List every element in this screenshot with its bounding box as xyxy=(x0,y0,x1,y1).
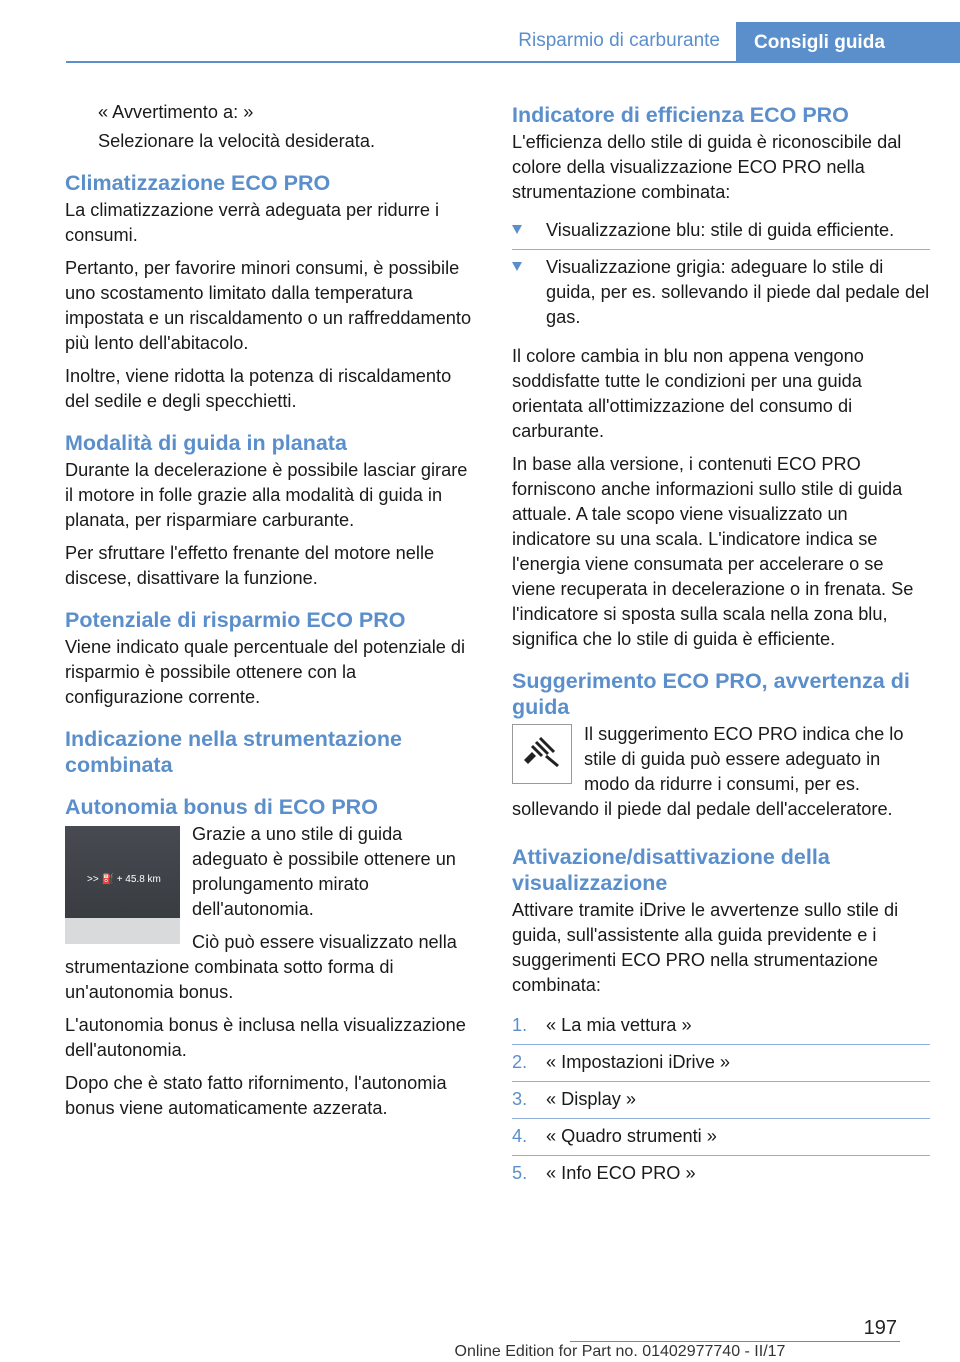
section-title: Risparmio di carburante xyxy=(518,30,720,51)
heading-autonomia: Autonomia bonus di ECO PRO xyxy=(65,795,378,819)
instruction-text: Selezionare la velocità desiderata. xyxy=(98,131,376,151)
list-item: 1. « La mia vettura » xyxy=(512,1008,930,1045)
paragraph: Per sfruttare l'effetto frenante del motore nelle discese, disattivare la funzione. xyxy=(65,543,435,588)
heading-efficienza: Indicatore di efficienza ECO PRO xyxy=(512,103,849,127)
heading-attivazione: Attivazione/disattivazione della visualizzazione xyxy=(512,845,830,895)
heading-climatizzazione: Climatizzazione ECO PRO xyxy=(65,171,331,195)
paragraph: L'efficienza dello stile di guida è riconoscibile dal colore della visualizzazione ECO PRO nella strumentazione combinata: xyxy=(512,132,902,202)
paragraph: La climatizzazione verrà adeguata per ridurre i consumi. xyxy=(65,200,440,245)
menu-path: « Avvertimento a: » xyxy=(98,102,254,122)
steps-list xyxy=(512,1008,930,1192)
heading-indicazione: Indicazione nella strumentazione combinata xyxy=(65,727,402,777)
triangle-bullet-icon xyxy=(512,225,522,234)
paragraph: Dopo che è stato fatto rifornimento, l'autonomia bonus viene automaticamente azzerata. xyxy=(65,1073,447,1118)
instrument-display-image xyxy=(65,826,180,944)
page-number: 197 xyxy=(863,1317,897,1339)
paragraph: In base alla versione, i contenuti ECO PRO forniscono anche informazioni sullo stile di guida attuale. A tale scopo viene visualizzato un indicatore su una scala. L'indicatore indica se l'energia viene consumata per accelerare o se viene recuperata in decelerazione o in frenata. Se l'indicatore si sposta sulla scala nella zona blu, significa che lo stile di guida è efficiente. xyxy=(512,454,914,649)
list-item: 3. « Display » xyxy=(512,1082,930,1119)
heading-potenziale: Potenziale di risparmio ECO PRO xyxy=(65,608,406,632)
heading-suggerimento: Suggerimento ECO PRO, avvertenza di guida xyxy=(512,669,910,719)
paragraph: Viene indicato quale percentuale del potenziale di risparmio è possibile ottenere con la configurazione corrente. xyxy=(65,637,466,707)
paragraph: Attivare tramite iDrive le avvertenze sullo stile di guida, sull'assistente alla guida previdente e i suggerimenti ECO PRO nella strumentazione combinata: xyxy=(512,900,899,995)
paragraph: Inoltre, viene ridotta la potenza di riscaldamento del sedile e degli specchietti. xyxy=(65,366,452,411)
list-item: 5. « Info ECO PRO » xyxy=(512,1163,696,1183)
paragraph: Pertanto, per favorire minori consumi, è possibile uno scostamento limitato dalla temperatura impostata e un riscaldamento o un raffreddamento più lento dell'abitacolo. xyxy=(65,258,472,353)
paragraph: Il suggerimento ECO PRO indica che lo stile di guida può essere adeguato in modo da ridurre i consumi, per es. sollevando il piede dal pedale dell'acceleratore. xyxy=(512,724,904,819)
footer-rule xyxy=(570,1341,900,1342)
list-item: Visualizzazione grigia: adeguare lo stile di guida, per es. sollevando il piede dal pedale del gas. xyxy=(512,250,930,336)
heading-planata: Modalità di guida in planata xyxy=(65,431,347,455)
paragraph: L'autonomia bonus è inclusa nella visualizzazione dell'autonomia. xyxy=(65,1015,466,1060)
display-strip xyxy=(65,918,180,944)
page-header xyxy=(0,22,960,62)
left-column xyxy=(65,100,479,1129)
triangle-bullet-icon xyxy=(512,262,522,271)
efficiency-list xyxy=(512,213,930,336)
edition-footer: Online Edition for Part no. 01402977740 - II/17 xyxy=(454,1343,786,1360)
chapter-tab: Consigli guida xyxy=(736,22,960,63)
eco-pro-tip-icon xyxy=(512,724,572,784)
list-item: 4. « Quadro strumenti » xyxy=(512,1119,930,1156)
paragraph: Il colore cambia in blu non appena vengono soddisfatte tutte le condizioni per una guida orientata all'ottimizzazione del consumo di carburante. xyxy=(512,346,864,441)
bonus-range-readout: >> ⛽ + 45.8 km xyxy=(87,874,161,885)
right-column xyxy=(512,100,930,1192)
header-rule xyxy=(66,61,960,63)
list-item: Visualizzazione blu: stile di guida efficiente. xyxy=(512,213,930,250)
list-item: 2. « Impostazioni iDrive » xyxy=(512,1045,930,1082)
paragraph: Ciò può essere visualizzato nella strumentazione combinata sotto forma di un'autonomia bonus. xyxy=(65,932,457,1002)
instrument-display-figure xyxy=(65,826,180,944)
paragraph: Durante la decelerazione è possibile lasciar girare il motore in folle grazie alla modalità di guida in planata, per risparmiare carburante. xyxy=(65,460,468,530)
paragraph: Grazie a uno stile di guida adeguato è possibile ottenere un prolungamento mirato dell'autonomia. xyxy=(192,824,456,919)
